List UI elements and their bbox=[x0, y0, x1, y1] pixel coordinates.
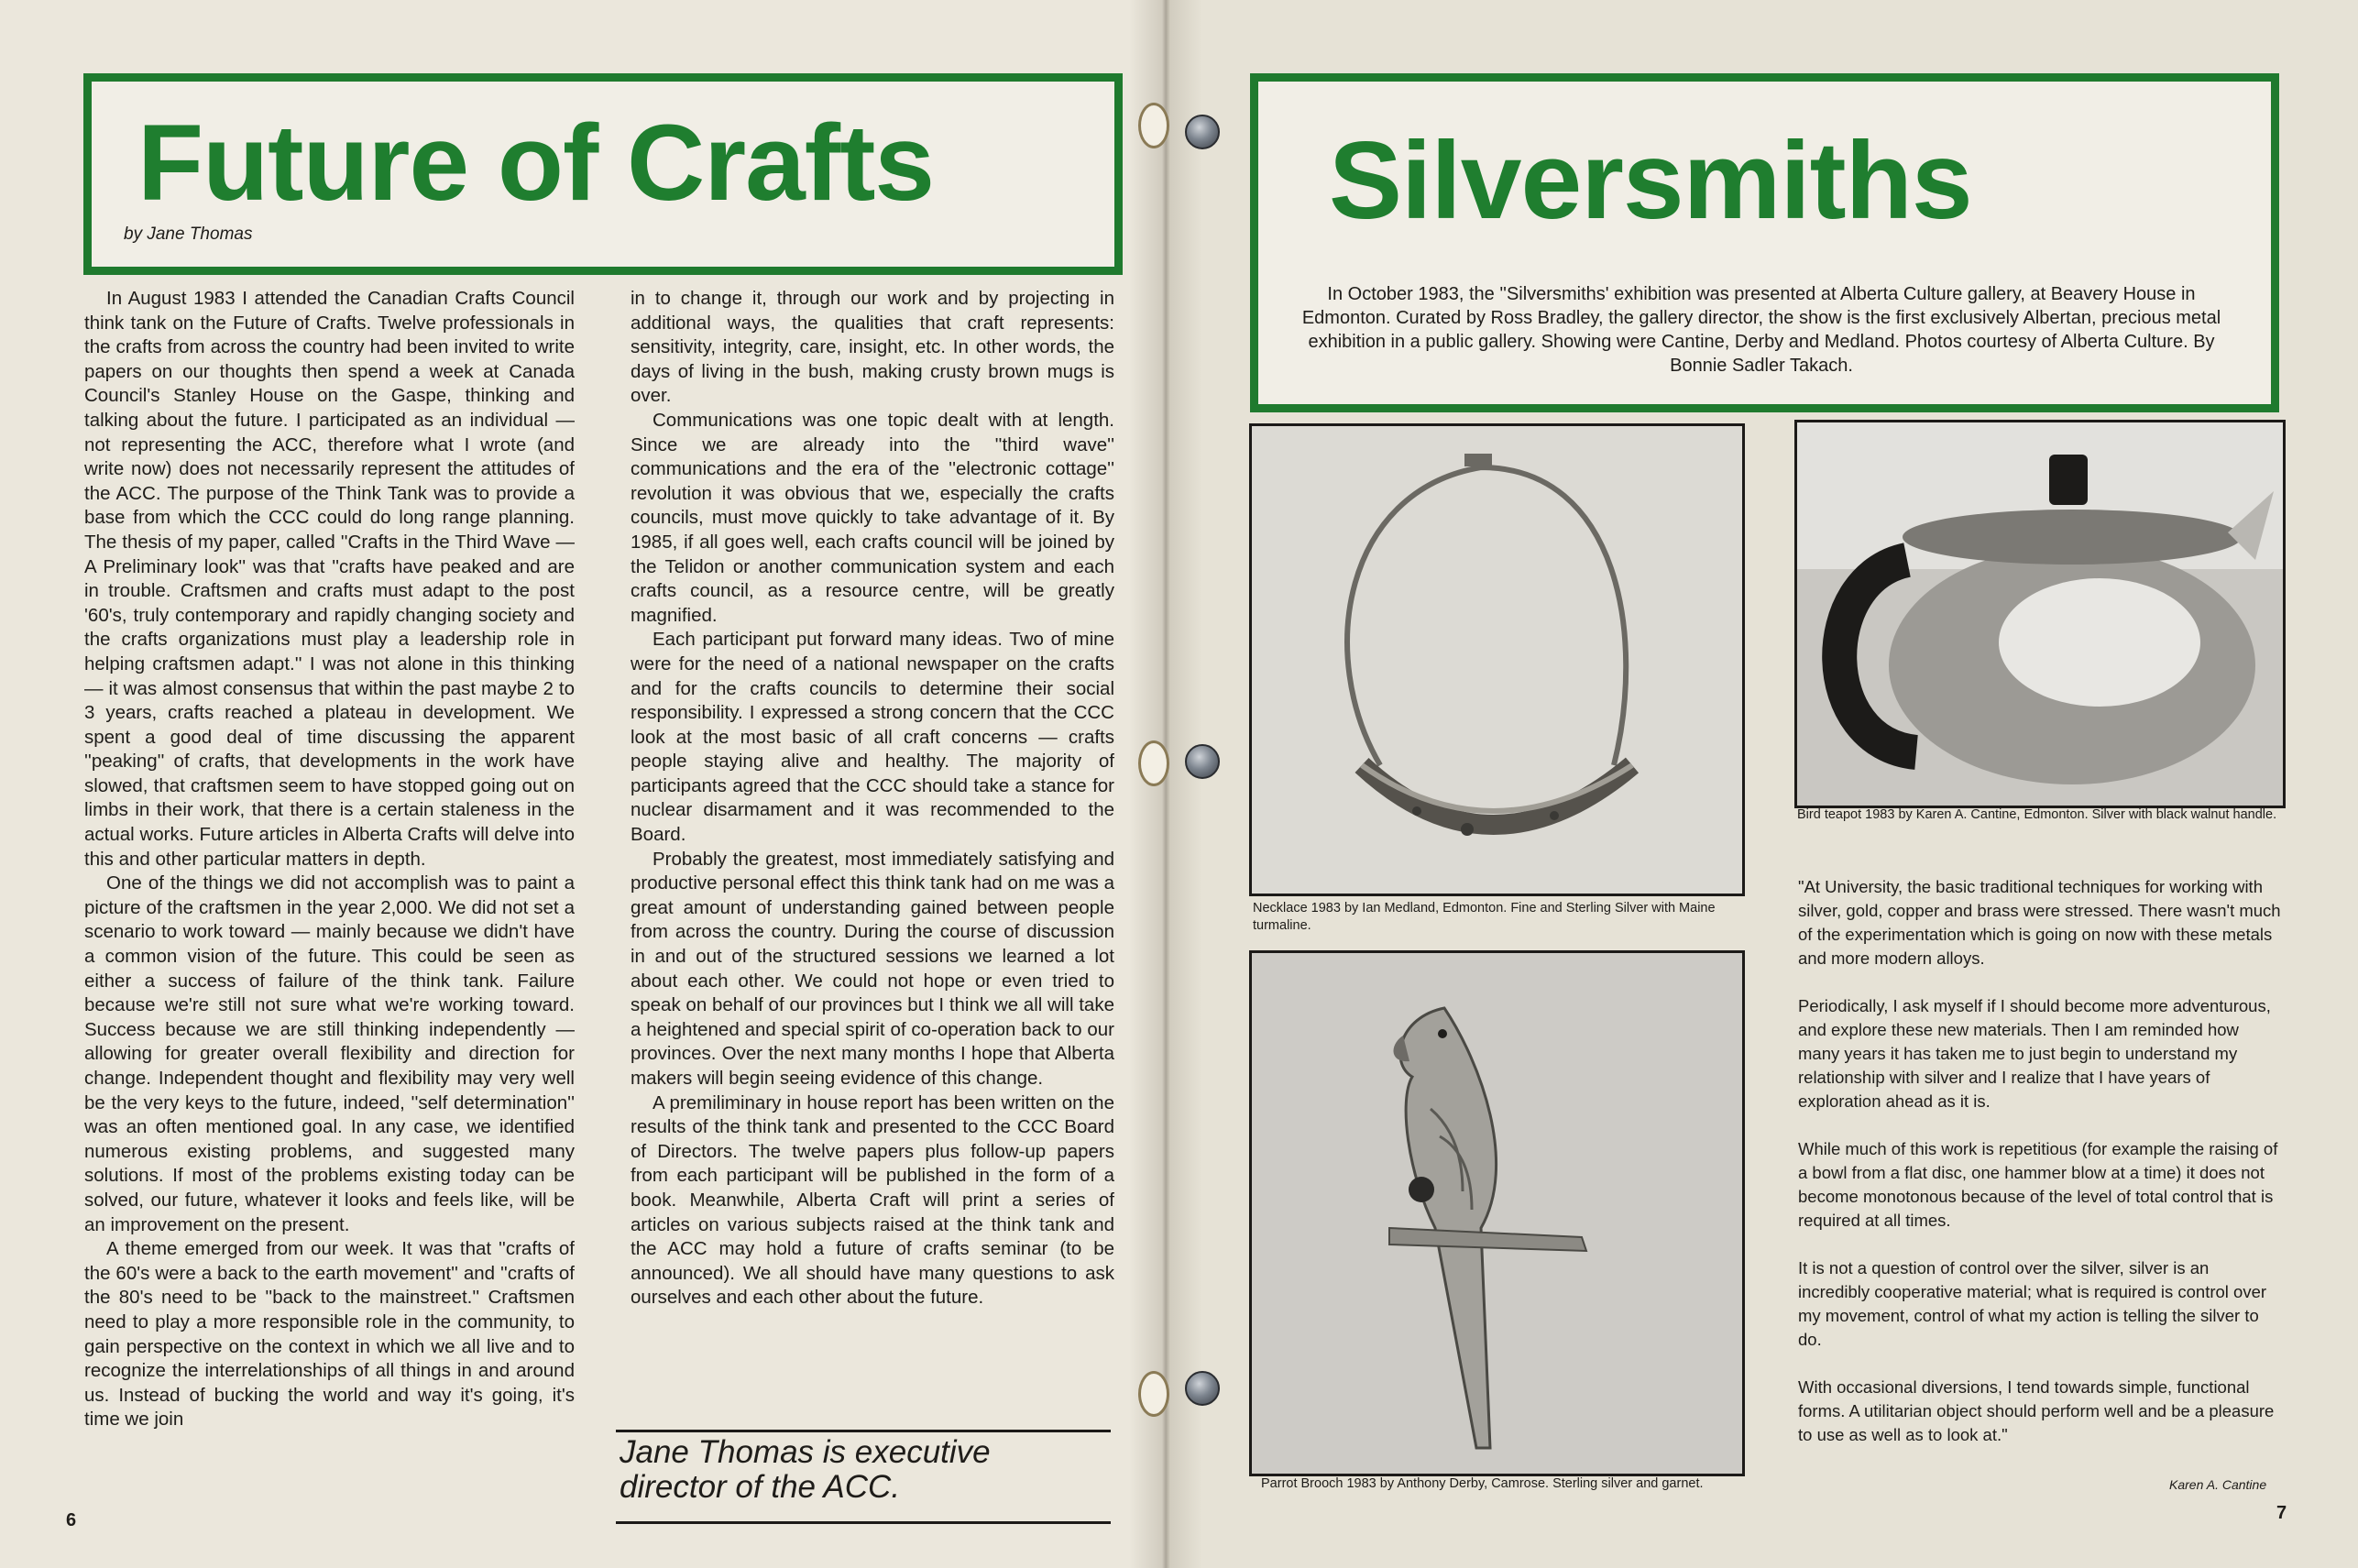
artist-quote bbox=[1798, 875, 2284, 1471]
right-page bbox=[1166, 0, 2358, 1568]
binding-hole bbox=[1138, 740, 1169, 786]
binding-hole bbox=[1138, 103, 1169, 148]
quote-paragraph: While much of this work is repetitious (for example the raising of a bowl from a flat disc, one hammer blow at a time) it does not become monotonous because of the level of total control that is required at all times. bbox=[1798, 1139, 2278, 1230]
necklace-photo bbox=[1249, 423, 1745, 896]
paragraph: In August 1983 I attended the Canadian Crafts Council think tank on the Future of Crafts. Twelve professionals in the crafts from across the country had been invited to write papers on our thoughts then spend a week at Canada Council's Stanley House on the Gaspe, thinking and talking about the future. I participated as an individual — not representing the ACC, therefore what I wrote (and write now) does not necessarily represent the attitudes of the ACC. The purpose of the Think Tank was to provide a base from which the CCC could do long range planning. The thesis of my paper, called ''Crafts in the Third Wave — A Preliminary look'' was that ''crafts have peaked and are in trouble. Craftsmen and crafts must adapt to the post '60's, truly contemporary and rapidly changing society and the crafts organizations must play a leadership role in helping craftsmen adapt.'' I was not alone in this thinking — it was almost consensus that within the past maybe 2 to 3 years, crafts reached a plateau in development. We spent a good deal of time discussing the apparent ''peaking'' of crafts, that developments in the work have slowed, that craftsmen seem to have stopped going out on limbs in their work, that there is a certain staleness in the actual works. Future articles in Alberta Crafts will delve into this and other particular matters in depth. bbox=[84, 288, 575, 870]
staple bbox=[1185, 744, 1220, 779]
paragraph: Each participant put forward many ideas. Two of mine were for the need of a national newspaper on the crafts and for the crafts councils to determine their social responsibility. I expressed a strong concern that the CCC look at the most basic of all craft concerns — crafts people staying alive and healthy. The majority of participants agreed that the CCC should take a stance for nuclear disarmament and it was recommended to the Board. bbox=[631, 629, 1114, 846]
teapot-image bbox=[1797, 422, 2283, 806]
exhibition-intro bbox=[1289, 282, 2233, 378]
author-note-bottom-rule bbox=[616, 1521, 1111, 1524]
intro-text: In October 1983, the ''Silversmiths' exhibition was presented at Alberta Culture gallery, at Beavery House in Edmonton. Curated by Ross Bradley, the gallery director, the show is the first exclusively Albertan, precious metal exhibition in a public gallery. Showing were Cantine, Derby and Medland. bbox=[1301, 284, 2221, 352]
quote-paragraph: "At University, the basic traditional techniques for working with silver, gold, copper and brass were stressed. There wasn't much of the experimentation which is going on now with these metals and more modern alloys. bbox=[1798, 877, 2281, 968]
paragraph: in to change it, through our work and by projecting in additional ways, the qualities that craft represents: sensitivity, integrity, care, insight, etc. In other words, the days of living in the bush, making crusty brown mugs is over. bbox=[631, 288, 1114, 407]
staple bbox=[1185, 115, 1220, 149]
necklace-caption: Necklace 1983 by Ian Medland, Edmonton. Fine and Sterling Silver with Maine turmaline. bbox=[1253, 901, 1716, 933]
necklace-image bbox=[1252, 426, 1742, 894]
author-note: Jane Thomas is executive director of the ACC. bbox=[620, 1434, 991, 1505]
quote-paragraph: Periodically, I ask myself if I should become more adventurous, and explore these new materials. Then I am reminded how many years it has taken me to just begin to understand my relationship with silver and I realize that I have years of exploration ahead as it is. bbox=[1798, 996, 2271, 1111]
paragraph: Communications was one topic dealt with at length. Since we are already into the ''third wave'' communications and the era of the ''electronic cottage'' revolution it was obvious that we, especially the crafts councils, must move quickly to take advantage of it. By 1985, if all goes well, each crafts council will be joined by the Telidon or another communication system and each crafts council, as a resource centre, will be greatly magnified. bbox=[631, 409, 1114, 626]
page-title-future-of-crafts: Future of Crafts bbox=[137, 103, 934, 224]
parrot-photo bbox=[1249, 950, 1745, 1476]
left-page bbox=[0, 0, 1166, 1568]
byline: by Jane Thomas bbox=[124, 225, 253, 244]
photo-credit: Photos courtesy of Alberta Culture. By Bonnie Sadler Takach. bbox=[1670, 332, 2215, 376]
author-note-top-rule bbox=[616, 1430, 1111, 1432]
paragraph: A premiliminary in house report has been written on the results of the think tank and presented to the CCC Board of Directors. The twelve papers plus follow-up papers from each participant will be published in the form of a book. Meanwhile, Alberta Craft will print a series of articles on various subjects raised at the think tank and the ACC may hold a future of crafts seminar (to be announced). We all should have many questions to ask ourselves and each other about the future. bbox=[631, 1091, 1114, 1309]
page-number-right: 7 bbox=[2276, 1503, 2287, 1523]
teapot-photo bbox=[1794, 420, 2286, 808]
article-column-1 bbox=[84, 287, 575, 1432]
parrot-caption: Parrot Brooch 1983 by Anthony Derby, Camrose. Sterling silver and garnet. bbox=[1261, 1476, 1704, 1491]
paragraph: A theme emerged from our week. It was that ''crafts of the 60's were a back to the earth movement'' and ''crafts of the 80's need to be ''back to the mainstreet.'' Craftsmen need to play a more responsible role in the community, to gain perspective on the context in which we all live and to recognize the interrelationships of all things in and around us. Instead of bucking the world and way it's going, it's time we join bbox=[84, 1238, 575, 1431]
paragraph: Probably the greatest, most immediately satisfying and productive personal effect this think tank had on me was a great amount of understanding gained between people from across the country. During the course of discussion in and out of the structured sessions we learned a lot about each other. We could not hope or even tried to speak on behalf of our provinces but I think we all will take a heightened and special spirit of co-operation back to our provinces. Over the next many months I hope that Alberta makers will begin seeing evidence of this change. bbox=[631, 848, 1114, 1089]
teapot-caption: Bird teapot 1983 by Karen A. Cantine, Edmonton. Silver with black walnut handle. bbox=[1797, 807, 2277, 822]
paragraph: One of the things we did not accomplish was to paint a picture of the craftsmen in the year 2,000. We did not set a scenario to work toward — mainly because we didn't have a common vision of the future. This could be seen as either a success of failure of the think tank. Failure because we're still not sure what we're working toward. Success because we are still thinking independently — allowing for greater overall flexibility and direction for change. Independent thought and flexibility may very well be the very keys to the future, indeed, ''self determination'' was an often mentioned goal. In any case, we identified numerous existing problems, and suggested many solutions. If most of the problems existing today can be solved, our future, whatever it looks and feels like, will be an improvement on the present. bbox=[84, 872, 575, 1235]
staple bbox=[1185, 1371, 1220, 1406]
binding-gutter bbox=[1129, 0, 1202, 1568]
quote-paragraph: It is not a question of control over the silver, silver is an incredibly cooperative material; what is required is control over my movement, control of what my action is telling the silver to do. bbox=[1798, 1258, 2267, 1349]
page-title-silversmiths: Silversmiths bbox=[1329, 119, 1972, 242]
article-column-2 bbox=[631, 287, 1114, 1310]
quote-author: Karen A. Cantine bbox=[2169, 1477, 2267, 1492]
binding-hole bbox=[1138, 1371, 1169, 1417]
parrot-image bbox=[1252, 953, 1742, 1474]
page-number-left: 6 bbox=[66, 1510, 77, 1530]
quote-paragraph: With occasional diversions, I tend towards simple, functional forms. A utilitarian object should perform well and be a pleasure to use as well as to look at." bbox=[1798, 1377, 2275, 1444]
